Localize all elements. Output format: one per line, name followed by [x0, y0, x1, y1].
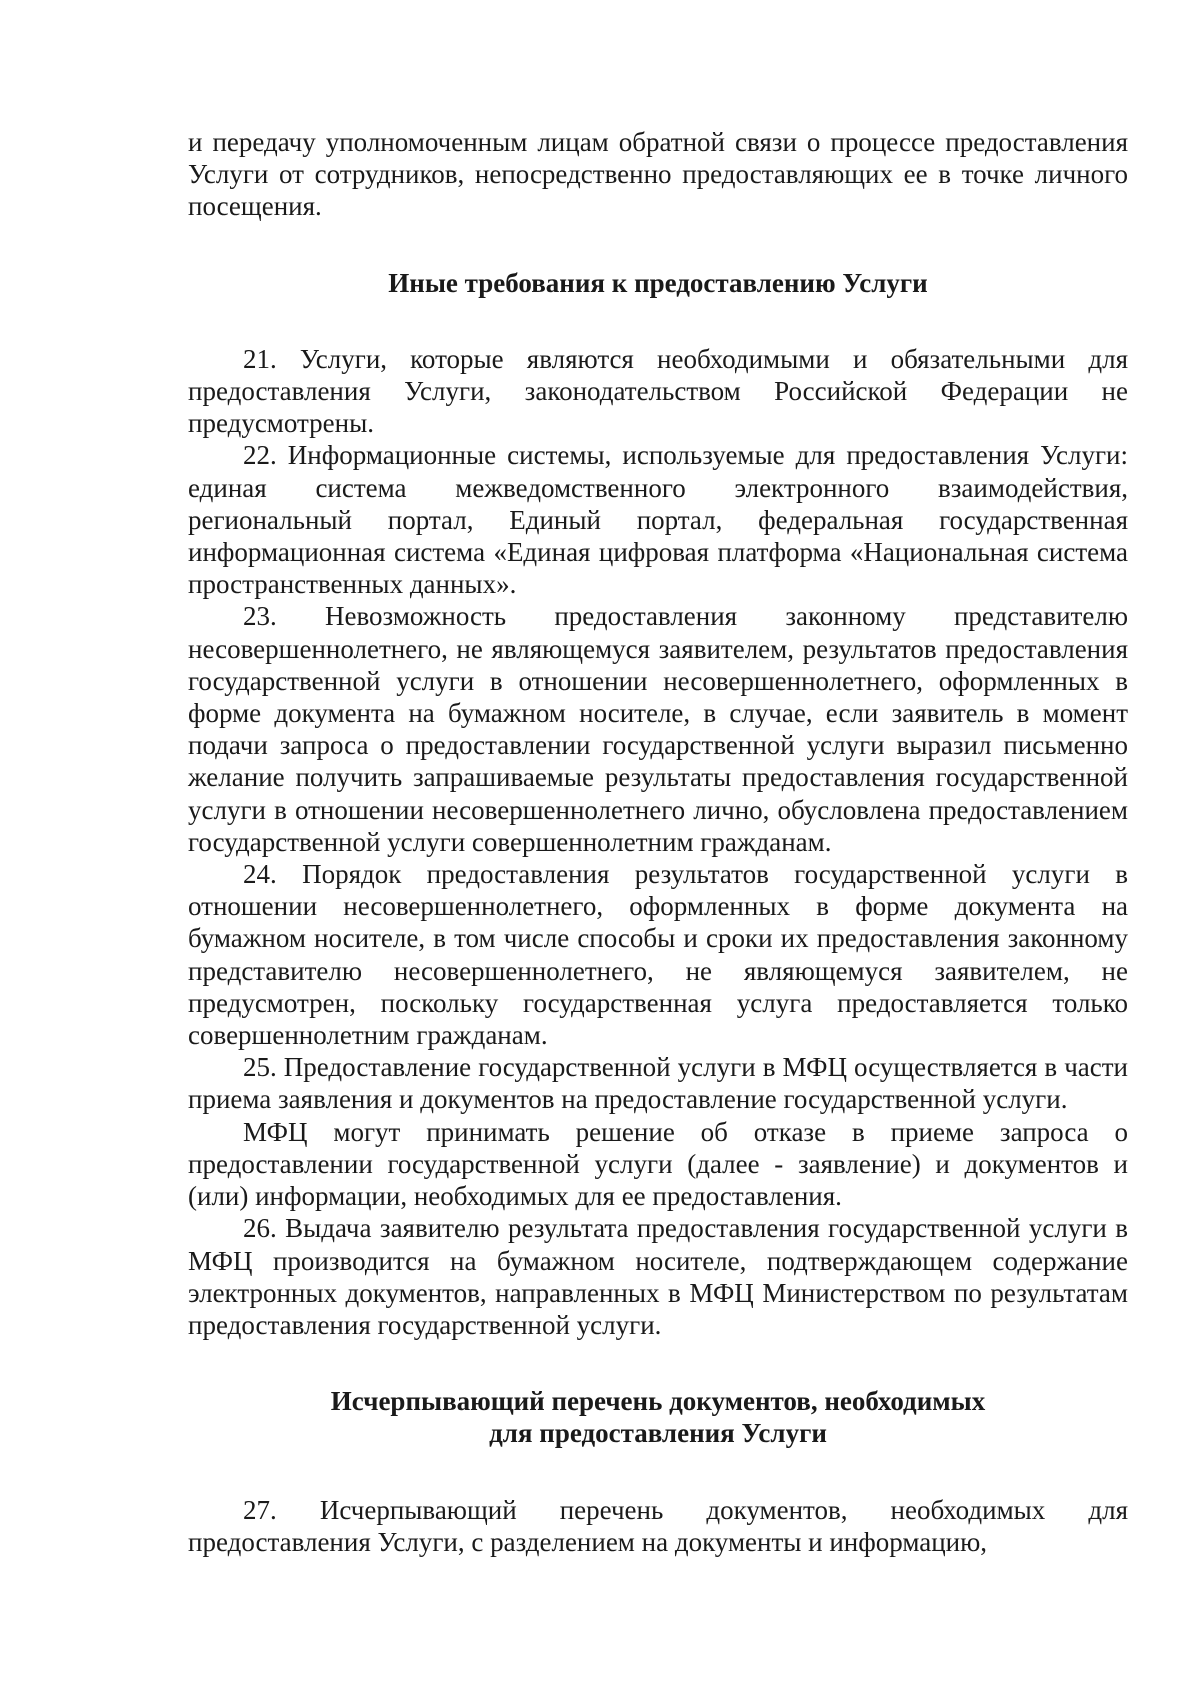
paragraph-25-mfc: МФЦ могут принимать решение об отказе в приеме запроса о предоставлении государственной услуги (далее - заявление) и документов и (или) информации, необходимых для ее предоставления.	[188, 1116, 1128, 1212]
paragraph-21: 21. Услуги, которые являются необходимыми и обязательными для предоставления Услуги, законодательством Российской Федерации не предусмотрены.	[188, 343, 1128, 439]
paragraph-27: 27. Исчерпывающий перечень документов, необходимых для предоставления Услуги, с разделением на документы и информацию,	[188, 1494, 1128, 1557]
section-heading-other-requirements: Иные требования к предоставлению Услуги	[388, 267, 928, 298]
section-heading-wrap	[188, 267, 1128, 299]
paragraph-22: 22. Информационные системы, используемые для предоставления Услуги: единая система межведомственного электронного взаимодействия, региональный портал, Единый портал, федеральная государственная информационная система «Единая цифровая платформа «Национальная система пространственных данных».	[188, 440, 1128, 600]
section-heading-documents-line1: Исчерпывающий перечень документов, необходимых	[330, 1386, 986, 1417]
section-heading-wrap	[188, 1385, 1128, 1449]
paragraph-24: 24. Порядок предоставления результатов государственной услуги в отношении несовершеннолетнего, оформленных в форме документа на бумажном носителе, в том числе способы и сроки их предоставления законному представителю несовершеннолетнего, не являющемуся заявителем, не предусмотрен, поскольку государственная услуга предоставляется только совершеннолетним гражданам.	[188, 859, 1128, 1051]
document-page	[188, 126, 1128, 1558]
paragraph-25: 25. Предоставление государственной услуги в МФЦ осуществляется в части приема заявления и документов на предоставление государственной услуги.	[188, 1052, 1128, 1115]
paragraph-23: 23. Невозможность предоставления законному представителю несовершеннолетнего, не являющемуся заявителем, результатов предоставления государственной услуги в отношении несовершеннолетнего, оформленных в форме документа на бумажном носителе, в случае, если заявитель в момент подачи запроса о предоставлении государственной услуги выразил письменно желание получить запрашиваемые результаты предоставления государственной услуги в отношении несовершеннолетнего лично, обусловлена предоставлением государственной услуги совершеннолетним гражданам.	[188, 601, 1128, 857]
paragraph-26: 26. Выдача заявителю результата предоставления государственной услуги в МФЦ производится на бумажном носителе, подтверждающем содержание электронных документов, направленных в МФЦ Министерством по результатам предоставления государственной услуги.	[188, 1213, 1128, 1340]
section-heading-documents-line2: для предоставления Услуги	[489, 1418, 827, 1449]
intro-paragraph: и передачу уполномоченным лицам обратной связи о процессе предоставления Услуги от сотрудников, непосредственно предоставляющих ее в точке личного посещения.	[188, 127, 1128, 222]
